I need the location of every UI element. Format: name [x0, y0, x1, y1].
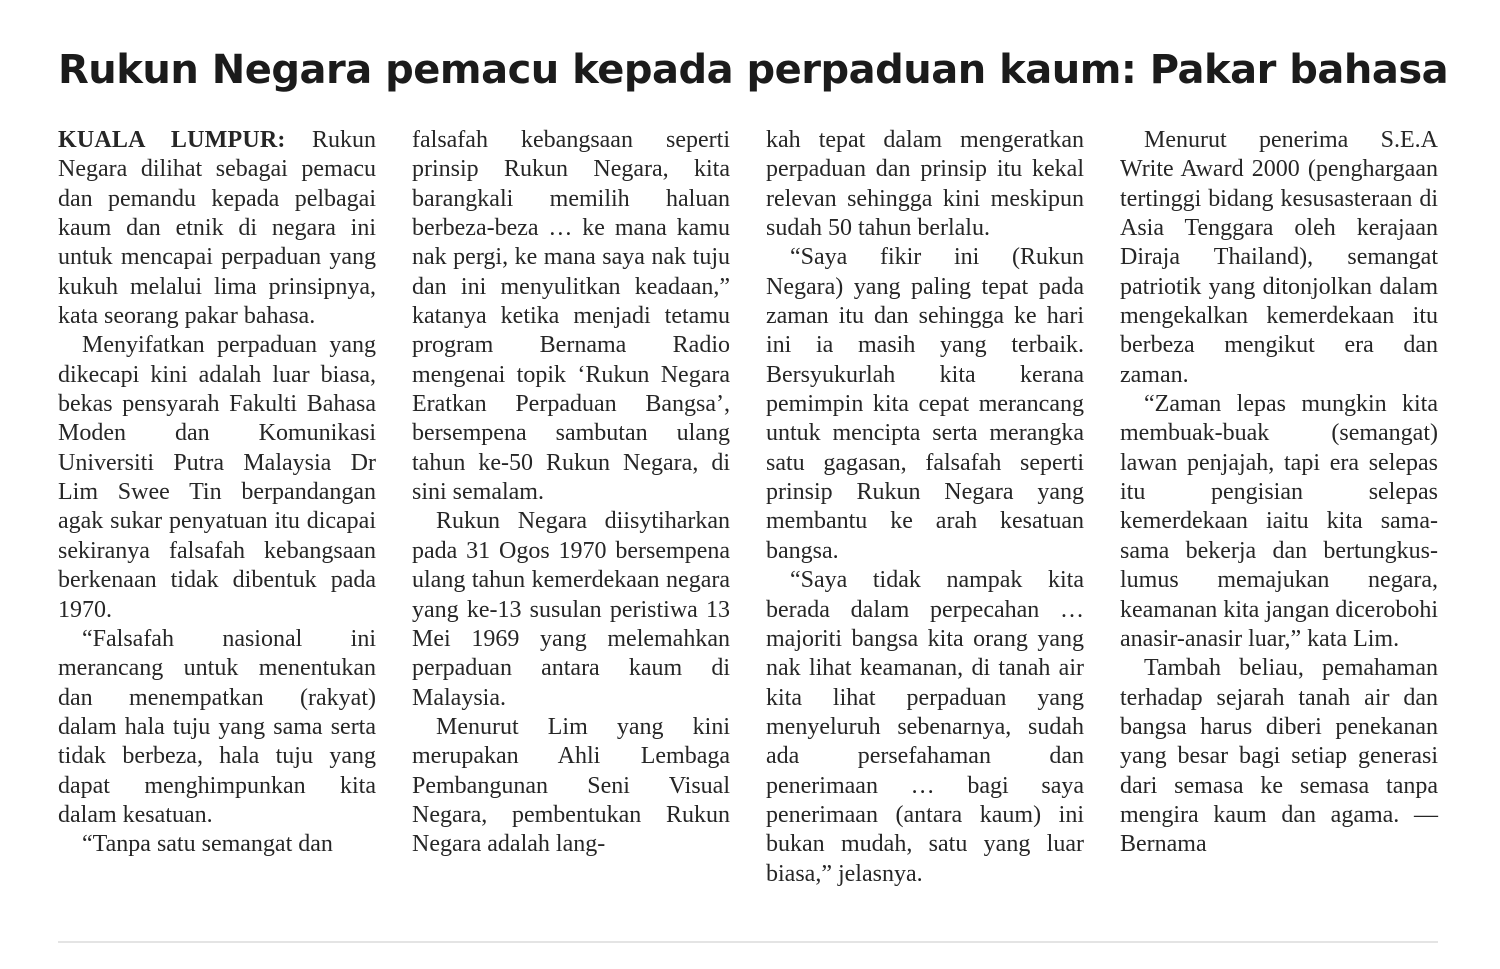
article-column-2 [412, 126, 730, 860]
article-column-3 [766, 126, 1084, 889]
article-dateline: KUALA LUMPUR: [58, 127, 286, 153]
article-paragraph: “Saya tidak nampak kita berada dalam perpecahan … majoriti bangsa kita orang yang nak lihat keamanan, di tanah air kita lihat perpaduan yang menyeluruh sebenarnya, sudah ada persefahaman dan penerimaan … bagi saya penerimaan (antara kaum) ini bukan mudah, satu yang luar biasa,” jelasnya. [766, 567, 1084, 887]
article-paragraph: “Zaman lepas mungkin kita membuak-buak (semangat) lawan penjajah, tapi era selepas itu pengisian selepas kemerdekaan iaitu kita sama-sama bekerja dan bertungkus-lumus memajukan negara, keamanan kita jangan dicerobohi anasir-anasir luar,” kata Lim. [1120, 391, 1438, 652]
article-paragraph: “Saya fikir ini (Rukun Negara) yang paling tepat pada zaman itu dan sehingga ke hari ini ia masih yang terbaik. Bersyukurlah kita kerana pemimpin kita cepat merancang untuk mencipta serta merangka satu gagasan, falsafah seperti prinsip Rukun Negara yang membantu ke arah kesatuan bangsa. [766, 244, 1084, 564]
article-paragraph [58, 126, 376, 331]
article-paragraph: Tambah beliau, pemahaman terhadap sejarah tanah air dan bangsa harus diberi penekanan yang besar bagi setiap generasi dari semasa ke semasa tanpa mengira kaum dan agama. — Bernama [1120, 655, 1438, 858]
paragraph-text: Rukun Negara dilihat sebagai pemacu dan pemandu kepada pelbagai kaum dan etnik di negara ini untuk mencapai perpaduan yang kukuh melalui lima prinsipnya, kata seorang pakar bahasa. [58, 127, 376, 330]
bottom-divider [58, 941, 1438, 943]
article-paragraph: Menyifatkan perpaduan yang dikecapi kini adalah luar biasa, bekas pensyarah Fakulti Bahasa Moden dan Komunikasi Universiti Putra Malaysia Dr Lim Swee Tin berpandangan agak sukar penyatuan itu dicapai sekiranya falsafah kebangsaan berkenaan tidak dibentuk pada 1970. [58, 332, 376, 623]
article-paragraph: Menurut penerima S.E.A Write Award 2000 (penghargaan tertinggi bidang kesusasteraan di Asia Tenggara oleh kerajaan Diraja Thailand), semangat patriotik yang ditonjolkan dalam mengekalkan kemerdekaan itu berbeza mengikut era dan zaman. [1120, 127, 1438, 388]
article-headline: Rukun Negara pemacu kepada perpaduan kaum: Pakar bahasa [58, 47, 1449, 93]
article-column-4 [1120, 126, 1438, 860]
article-paragraph: kah tepat dalam mengeratkan perpaduan dan prinsip itu kekal relevan sehingga kini meskipun sudah 50 tahun berlalu. [766, 127, 1084, 242]
article-paragraph: “Tanpa satu semangat dan [82, 831, 333, 858]
article-paragraph: “Falsafah nasional ini merancang untuk menentukan dan menempatkan (rakyat) dalam hala tuju yang sama serta tidak berbeza, hala tuju yang dapat menghimpunkan kita dalam kesatuan. [58, 625, 376, 828]
article-paragraph: Menurut Lim yang kini merupakan Ahli Lembaga Pembangunan Seni Visual Negara, pembentukan Rukun Negara adalah lang- [412, 713, 730, 858]
article-paragraph: Rukun Negara diisytiharkan pada 31 Ogos 1970 bersempena ulang tahun kemerdekaan negara yang ke-13 susulan peristiwa 13 Mei 1969 yang melemahkan perpaduan antara kaum di Malaysia. [412, 508, 730, 711]
article-column-1 [58, 126, 376, 860]
article-paragraph: falsafah kebangsaan seperti prinsip Rukun Negara, kita barangkali memilih haluan berbeza-beza … ke mana kamu nak pergi, ke mana saya nak tuju dan ini menyulitkan keadaan,” katanya ketika menjadi tetamu program Bernama Radio mengenai topik ‘Rukun Negara Eratkan Perpaduan Bangsa’, bersempena sambutan ulang tahun ke-50 Rukun Negara, di sini semalam. [412, 127, 730, 506]
